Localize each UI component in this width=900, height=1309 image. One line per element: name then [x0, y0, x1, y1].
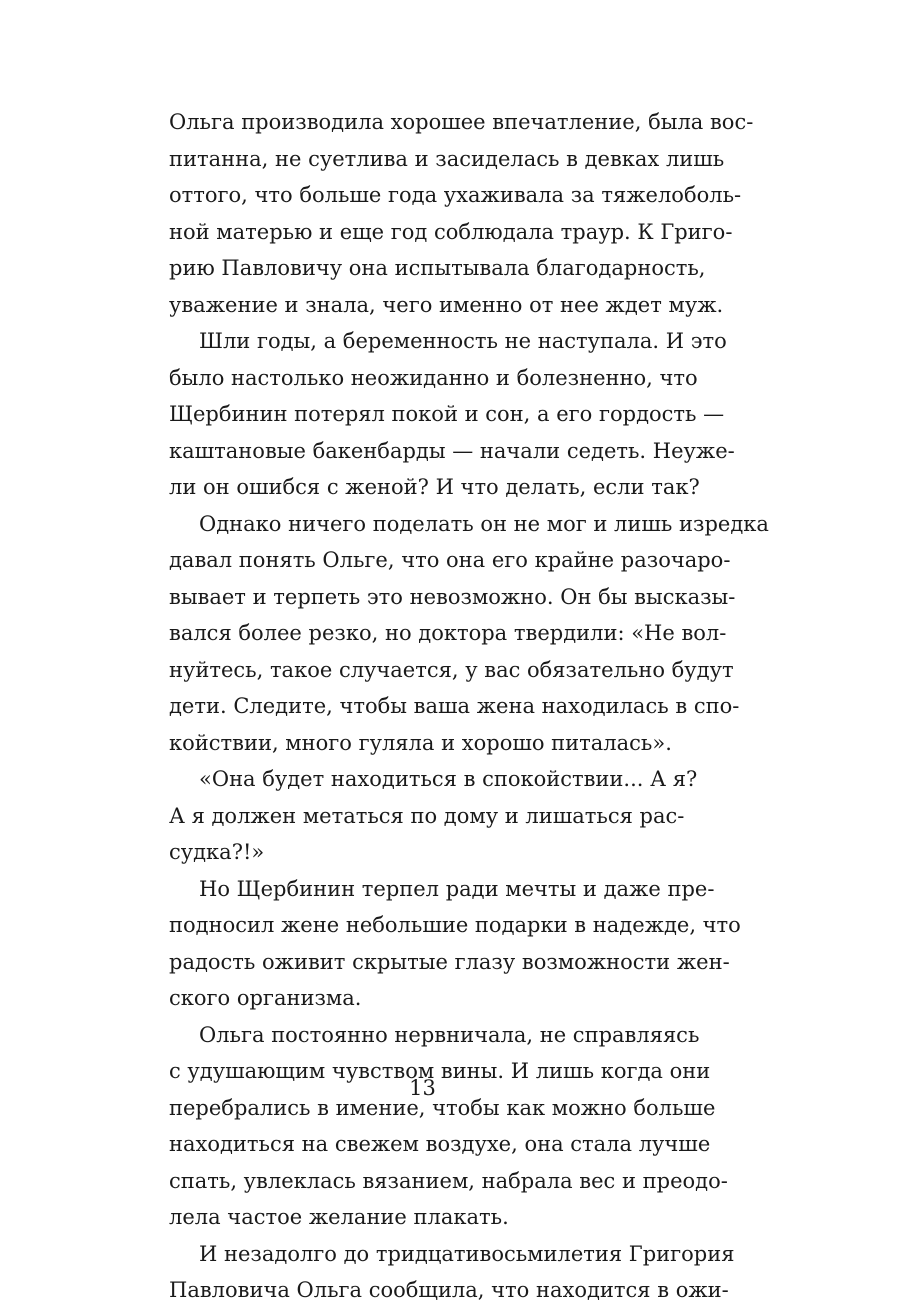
- text-line: давал понять Ольге, что она его крайне разочаро-: [169, 548, 731, 572]
- paragraph: [169, 1017, 728, 1236]
- paragraph: [169, 871, 741, 1017]
- body-text: [169, 104, 769, 1309]
- text-line: Однако ничего поделать он не мог и лишь изредка: [199, 511, 769, 536]
- text-line: «Она будет находиться в спокойствии... А я?: [199, 767, 698, 791]
- text-line: вался более резко, но доктора твердили: «Не вол-: [169, 621, 727, 645]
- text-line: спать, увлеклась вязанием, набрала вес и преодо-: [169, 1168, 728, 1193]
- text-line: питанна, не суетлива и засиделась в девках лишь: [169, 146, 725, 171]
- text-line: дети. Следите, чтобы ваша жена находилась в спо-: [169, 694, 740, 718]
- text-line: Павловича Ольга сообщила, что находится в ожи-: [169, 1278, 729, 1302]
- text-line: И незадолго до тридцативосьмилетия Григория: [199, 1241, 735, 1266]
- text-line: Щербинин потерял покой и сон, а его гордость —: [169, 402, 725, 426]
- text-line: лела частое желание плакать.: [169, 1205, 509, 1229]
- text-line: судка?!»: [169, 840, 265, 864]
- paragraph: [169, 506, 769, 762]
- paragraph: [169, 323, 735, 506]
- paragraph: [169, 104, 754, 323]
- text-line: ной матерью и еще год соблюдала траур. К Григо-: [169, 219, 733, 244]
- text-line: вывает и терпеть это невозможно. Он бы высказы-: [169, 584, 736, 609]
- text-line: перебрались в имение, чтобы как можно больше: [169, 1095, 716, 1120]
- text-line: Ольга производила хорошее впечатление, была вос-: [169, 110, 754, 134]
- text-line: Ольга постоянно нервничала, не справляясь: [199, 1022, 700, 1047]
- text-line: оттого, что больше года ухаживала за тяжелоболь-: [169, 183, 742, 207]
- page-number: 13: [409, 1076, 436, 1100]
- text-line: нуйтесь, такое случается, у вас обязательно будут: [169, 657, 734, 682]
- text-line: находиться на свежем воздухе, она стала лучше: [169, 1132, 711, 1156]
- text-line: рию Павловичу она испытывала благодарность,: [169, 256, 706, 280]
- text-line: уважение и знала, чего именно от нее ждет муж.: [169, 292, 724, 317]
- text-line: койствии, много гуляла и хорошо питалась».: [169, 730, 672, 755]
- text-line: Шли годы, а беременность не наступала. И это: [199, 329, 727, 353]
- text-line: ского организма.: [169, 986, 362, 1010]
- text-line: А я должен метаться по дому и лишаться рас-: [169, 803, 685, 828]
- text-line: было настолько неожиданно и болезненно, что: [169, 365, 698, 390]
- paragraph: [169, 1236, 735, 1309]
- text-line: каштановые бакенбарды — начали седеть. Неуже-: [169, 438, 735, 463]
- text-line: радость оживит скрытые глазу возможности жен-: [169, 949, 730, 974]
- paragraph: [169, 761, 698, 871]
- text-line: подносил жене небольшие подарки в надежде, что: [169, 913, 741, 937]
- text-line: ли он ошибся с женой? И что делать, если так?: [169, 475, 700, 499]
- text-line: с удушающим чувством вины. И лишь когда они: [169, 1059, 711, 1083]
- text-line: Но Щербинин терпел ради мечты и даже пре-: [199, 876, 715, 901]
